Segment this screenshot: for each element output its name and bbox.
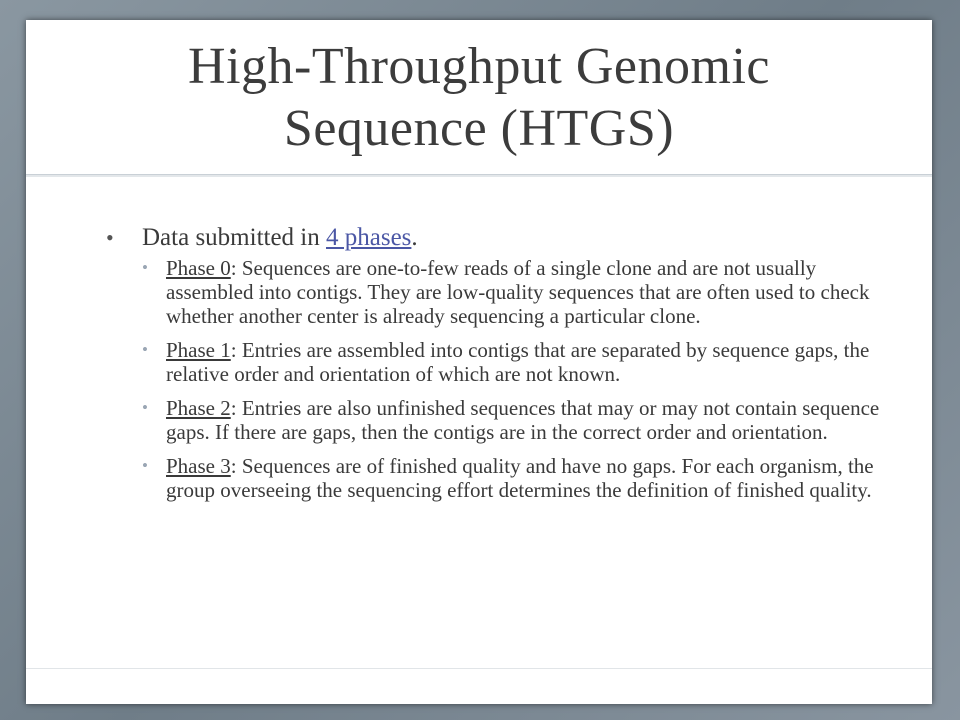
title-line-1: High-Throughput Genomic [188,38,770,95]
list-item [142,338,896,386]
list-item [142,454,896,502]
sub-bullet-dot-icon: • [142,398,148,417]
list-item [142,396,896,444]
list-item [142,256,896,328]
slide-title [26,36,932,160]
footer-divider [26,668,932,669]
slide-content [106,222,896,512]
phase-label: Phase 3 [166,454,231,478]
sub-bullet-dot-icon: • [142,258,148,277]
phase-description: : Entries are also unfinished sequences that may or may not contain sequence gaps. If there are gaps, then the contigs are in the correct order and orientation. [166,396,880,444]
phases-link[interactable]: 4 phases [326,224,412,251]
phase-label: Phase 0 [166,256,231,280]
phase-label: Phase 1 [166,338,231,362]
phase-label: Phase 2 [166,396,231,420]
phase-description: : Sequences are of finished quality and have no gaps. For each organism, the group overseeing the sequencing effort determines the definition of finished quality. [166,454,874,502]
main-bullet-text: Data submitted in [142,224,326,251]
sub-bullet-dot-icon: • [142,456,148,475]
title-band [26,20,932,175]
slide [26,20,932,704]
sub-bullet-dot-icon: • [142,340,148,359]
bullet-dot-icon: • [106,225,114,250]
main-bullet-period: . [411,224,418,251]
main-bullet [106,222,896,254]
phase-description: : Sequences are one-to-few reads of a single clone and are not usually assembled into contigs. They are low-quality sequences that are often used to check whether another center is already sequencing a particular clone. [166,256,870,328]
title-line-2: Sequence (HTGS) [283,100,675,157]
phase-description: : Entries are assembled into contigs that are separated by sequence gaps, the relative order and orientation of which are not known. [166,338,870,386]
phase-list [142,256,896,502]
